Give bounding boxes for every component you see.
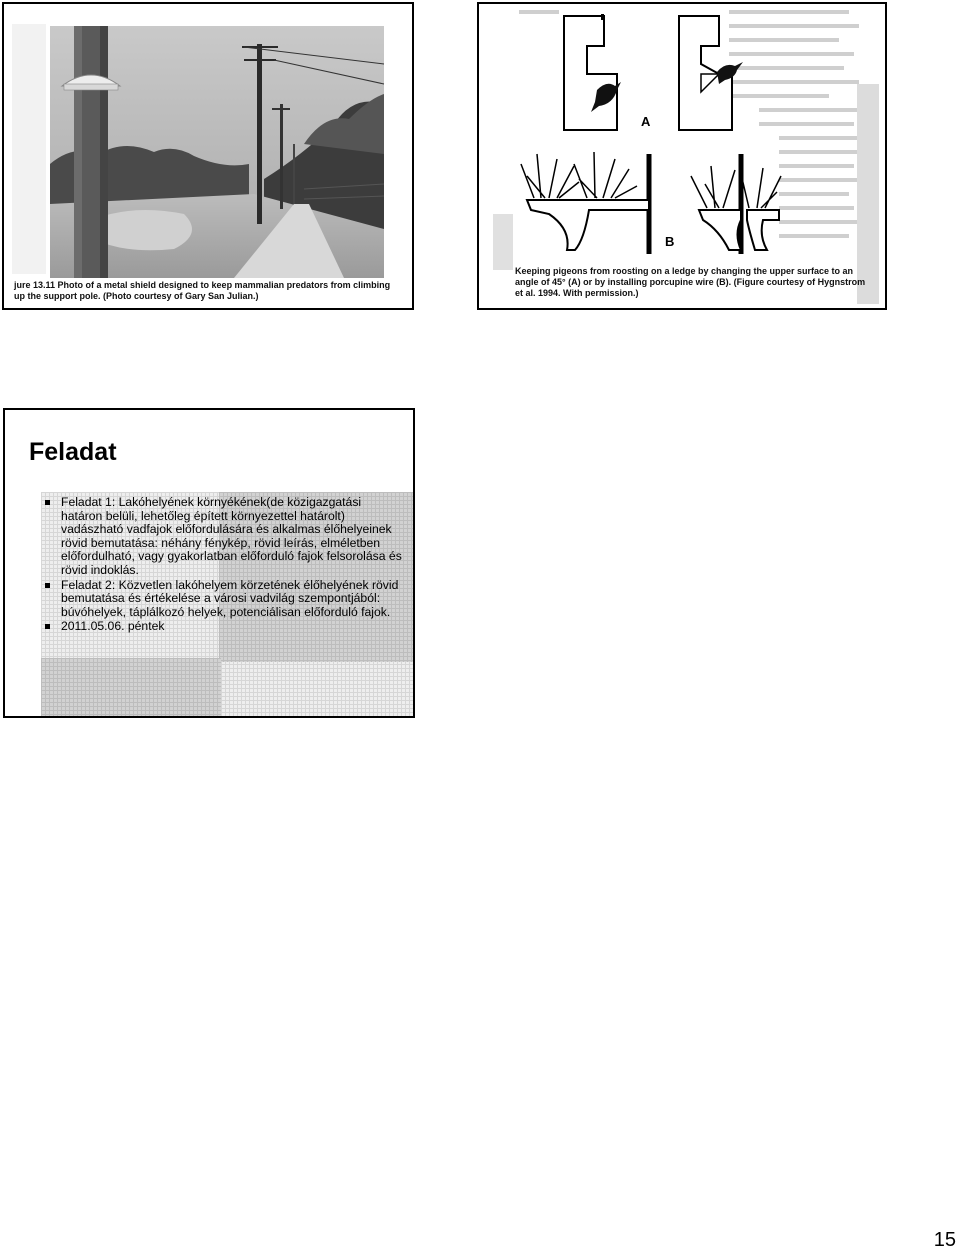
bullet-square-icon xyxy=(45,583,50,588)
page-number: 15 xyxy=(933,1229,956,1251)
photo-caption-line-1: jure 13.11 Photo of a metal shield designed to keep mammalian predators from climbing xyxy=(14,280,391,290)
diagram-label-b: B xyxy=(665,234,675,249)
bullet-square-icon xyxy=(45,624,50,629)
bullet-text: 2011.05.06. péntek xyxy=(61,619,165,634)
slide-title: Feladat xyxy=(29,438,117,466)
pigeon-ledge-diagram xyxy=(479,4,885,308)
bullet-item xyxy=(45,620,405,634)
photo-caption-line-2: up the support pole. (Photo courtesy of Gary San Julian.) xyxy=(14,291,259,301)
diagram-label-a: A xyxy=(641,114,651,129)
bullet-text: Feladat 2: Közvetlen lakóhelyem körzetének élőhelyének rövid bemutatása és értékelése a városi vadvilág szempontjából: búvóhelyek, táplálkozó helyek, potenciálisan előforduló fajok. xyxy=(61,577,399,619)
diagram-caption-line-3: et al. 1994. With permission.) xyxy=(515,288,639,298)
slide-background-block xyxy=(41,658,221,718)
bullet-square-icon xyxy=(45,500,50,505)
bullet-text: Feladat 1: Lakóhelyének környékének(de közigazgatási határon belüli, lehetőleg épített környezettel határolt) vadászható vadfajok előfordulására és alkalmas élőhelyeinek rövid bemutatása: néhány fénykép, rövid leírás, elméletben előfordulható, vagy gyakorlatban előforduló fajok felsorolása és rövid indoklás. xyxy=(61,495,402,577)
bullet-item xyxy=(45,579,405,620)
diagram-caption-line-1: Keeping pigeons from roosting on a ledge by changing the upper surface to an xyxy=(515,266,854,276)
pole-shield-photo xyxy=(4,4,412,308)
slide-photo-pole-shield xyxy=(2,2,414,310)
diagram-caption-line-2: angle of 45° (A) or by installing porcupine wire (B). (Figure courtesy of Hygnstrom xyxy=(515,277,866,287)
slide-feladat xyxy=(3,408,415,718)
bullet-item xyxy=(45,496,405,578)
bullet-list xyxy=(45,496,405,635)
slide-pigeon-diagram xyxy=(477,2,887,310)
